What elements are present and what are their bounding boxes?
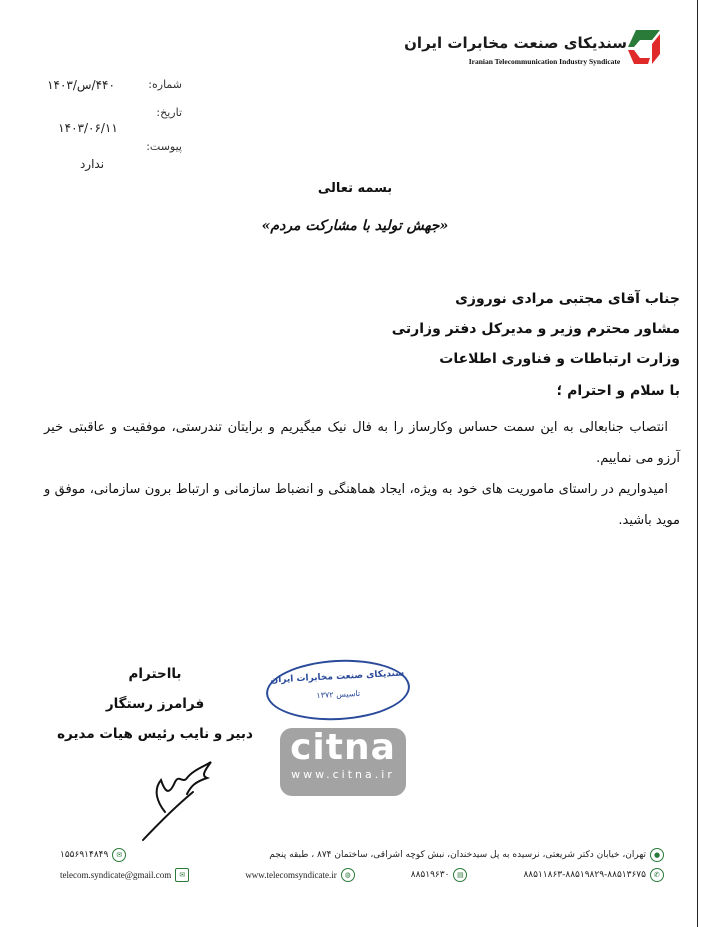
footer — [60, 848, 664, 888]
signature-icon — [135, 752, 225, 844]
closing-regards: بااحترام — [128, 666, 182, 682]
number-label: شماره: — [148, 78, 182, 91]
signer-name: فرامرز رستگار — [105, 696, 205, 712]
date-value: ۱۴۰۳/۰۶/۱۱ — [58, 121, 118, 135]
attachment-label: پیوست: — [146, 140, 182, 153]
watermark-brand: citna — [290, 727, 396, 768]
org-name-fa: سندیکای صنعت مخابرات ایران — [404, 34, 627, 52]
syndicate-logo-icon — [626, 28, 662, 66]
letter-body — [44, 412, 680, 536]
addressee-name: جناب آقای مجتبی مرادی نوروزی — [455, 291, 680, 307]
footer-fax — [411, 868, 468, 882]
number-value: ۴۴۰/س/۱۴۰۳ — [47, 78, 115, 92]
watermark-url: www.citna.ir — [291, 768, 395, 781]
footer-row-contacts — [60, 868, 664, 882]
footer-row-address — [60, 848, 664, 862]
address-text: تهران، خیابان دکتر شریعتی، نرسیده به پل سیدخندان، نبش کوچه اشراقی، ساختمان ۸۷۴ ، طبقه پنجم — [269, 850, 646, 860]
addressee-block — [40, 284, 680, 406]
stamp-text: سندیکای صنعت مخابرات ایران — [270, 668, 405, 686]
page-border — [697, 0, 698, 927]
footer-website — [245, 868, 354, 882]
addressee-org: وزارت ارتباطات و فناوری اطلاعات — [439, 351, 680, 367]
email-link[interactable]: telecom.syndicate@gmail.com — [60, 870, 172, 880]
slogan: «جهش تولید با مشارکت مردم» — [261, 218, 449, 234]
invocation: بسمه تعالی — [317, 181, 393, 196]
addressee-title: مشاور محترم وزیر و مدیرکل دفتر وزارتی — [391, 321, 680, 337]
footer-phones — [523, 868, 664, 882]
footer-postal — [60, 848, 126, 862]
footer-email — [60, 868, 189, 882]
postal-icon: ✉ — [112, 848, 126, 862]
stamp-founded: تاسیس ۱۳۷۲ — [316, 688, 361, 701]
website-link[interactable]: www.telecomsyndicate.ir — [245, 870, 337, 880]
globe-icon: ◍ — [341, 868, 355, 882]
fax-text: ۸۸۵۱۹۶۳۰ — [410, 870, 450, 880]
greeting: با سلام و احترام ؛ — [556, 383, 680, 399]
location-icon: ● — [650, 848, 664, 862]
body-paragraph: انتصاب جنابعالی به این سمت حساس وکارساز را به فال نیک میگیریم و برایتان تندرستی، موفقیت و عاقبتی خیر آرزو می نماییم. — [44, 420, 680, 466]
org-name-en: Iranian Telecommunication Industry Syndicate — [468, 57, 621, 66]
phone-icon: ✆ — [650, 868, 664, 882]
phones-text: ۸۸۵۱۱۸۶۳-۸۸۵۱۹۸۲۹-۸۸۵۱۳۶۷۵ — [523, 870, 646, 880]
body-paragraph: امیدواریم در راستای ماموریت های خود به ویژه، ایجاد هماهنگی و انضباط سازمانی و ارتباط برون سازمانی، موفق و موید باشید. — [44, 482, 680, 528]
email-icon: ✉ — [175, 868, 189, 882]
postal-code: ۱۵۵۶۹۱۴۸۴۹ — [60, 850, 109, 860]
organization-stamp — [265, 656, 412, 723]
fax-icon: ▤ — [453, 868, 467, 882]
citna-watermark — [280, 728, 406, 796]
attachment-value: ندارد — [79, 157, 105, 171]
date-label: تاریخ: — [156, 106, 182, 119]
signer-title: دبیر و نایب رئیس هیات مدیره — [57, 726, 253, 742]
footer-address — [138, 848, 664, 862]
